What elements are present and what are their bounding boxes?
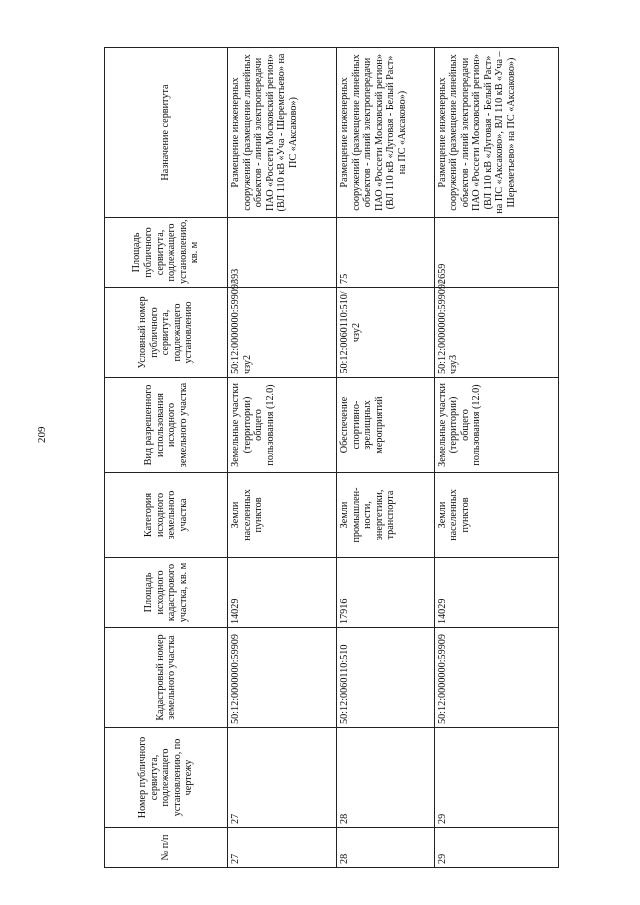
cell-purpose: Размещение инженерных сооружений (размещение линейных объектов - линий электропередачи ПАО «Россети Московский регион» (ВЛ 110 кВ «Уча - Шереметьево» на ПС «Аксаково») xyxy=(228,48,337,218)
cell-use: Земельные участки (территории) общего пользования (12.0) xyxy=(228,378,337,473)
cell-servitude-no: 29 xyxy=(434,728,558,828)
header-category: Категория исходного земельного участка xyxy=(105,473,228,558)
cell-purpose: Размещение инженерных сооружений (размещение линейных объектов - линий электропередачи ПАО «Россети Московский регион» (ВЛ 110 кВ «Луговая - Белый Раст» на ПС «Аксаково», ВЛ 110 кВ «Уча – Шереметьево» на ПС «Аксаково») xyxy=(434,48,558,218)
table-row xyxy=(228,48,337,868)
cell-area-parcel: 14029 xyxy=(434,558,558,628)
cell-category: Земли промышлен-ности, энергетики, транспорта xyxy=(337,473,435,558)
header-servitude-no: Номер публичного сервитута, подлежащего установлению, по чертежу xyxy=(105,728,228,828)
cell-cadastral: 50:12:0000000:59909 xyxy=(228,628,337,728)
cell-servitude-no: 28 xyxy=(337,728,435,828)
cell-area-serv: 75 xyxy=(337,218,435,288)
header-cadastral: Кадастровый номер земельного участка xyxy=(105,628,228,728)
table-row xyxy=(434,48,558,868)
cell-cond-no: 50:12:0060110:510/чзу2 xyxy=(337,288,435,378)
cell-num: 27 xyxy=(228,828,337,868)
servitude-table xyxy=(104,47,559,868)
cell-cond-no: 50:12:0000000:59909/чзу3 xyxy=(434,288,558,378)
table-header-row xyxy=(105,48,228,868)
cell-purpose: Размещение инженерных сооружений (размещение линейных объектов - линий электропередачи ПАО «Россети Московский регион» (ВЛ 110 кВ «Луговая - Белый Раст» на ПС «Аксаково») xyxy=(337,48,435,218)
header-area-serv: Площадь публичного сервитута, подлежащего установлению, кв. м xyxy=(105,218,228,288)
header-purpose: Назначение сервитута xyxy=(105,48,228,218)
cell-cond-no: 50:12:0000000:59909/чзу2 xyxy=(228,288,337,378)
header-use: Вид разрешенного использования исходного земельного участка xyxy=(105,378,228,473)
cell-area-serv: 393 xyxy=(228,218,337,288)
cell-category: Земли населенных пунктов xyxy=(434,473,558,558)
cell-use: Земельные участки (территории) общего пользования (12.0) xyxy=(434,378,558,473)
page-number: 209 xyxy=(36,426,48,443)
header-num: № п/п xyxy=(105,828,228,868)
cell-num: 28 xyxy=(337,828,435,868)
cell-cadastral: 50:12:0060110:510 xyxy=(337,628,435,728)
cell-servitude-no: 27 xyxy=(228,728,337,828)
cell-area-serv: 2659 xyxy=(434,218,558,288)
cell-num: 29 xyxy=(434,828,558,868)
table-row xyxy=(337,48,435,868)
cell-use: Обеспечение спортивно-зрелищных мероприятий xyxy=(337,378,435,473)
cell-area-parcel: 14029 xyxy=(228,558,337,628)
header-cond-no: Условный номер публичного сервитута, подлежащего установлению xyxy=(105,288,228,378)
cell-category: Земли населенных пунктов xyxy=(228,473,337,558)
cell-cadastral: 50:12:0000000:59909 xyxy=(434,628,558,728)
servitude-table-container xyxy=(104,48,559,868)
header-area-parcel: Площадь исходного кадастрового участка, кв. м xyxy=(105,558,228,628)
cell-area-parcel: 17916 xyxy=(337,558,435,628)
